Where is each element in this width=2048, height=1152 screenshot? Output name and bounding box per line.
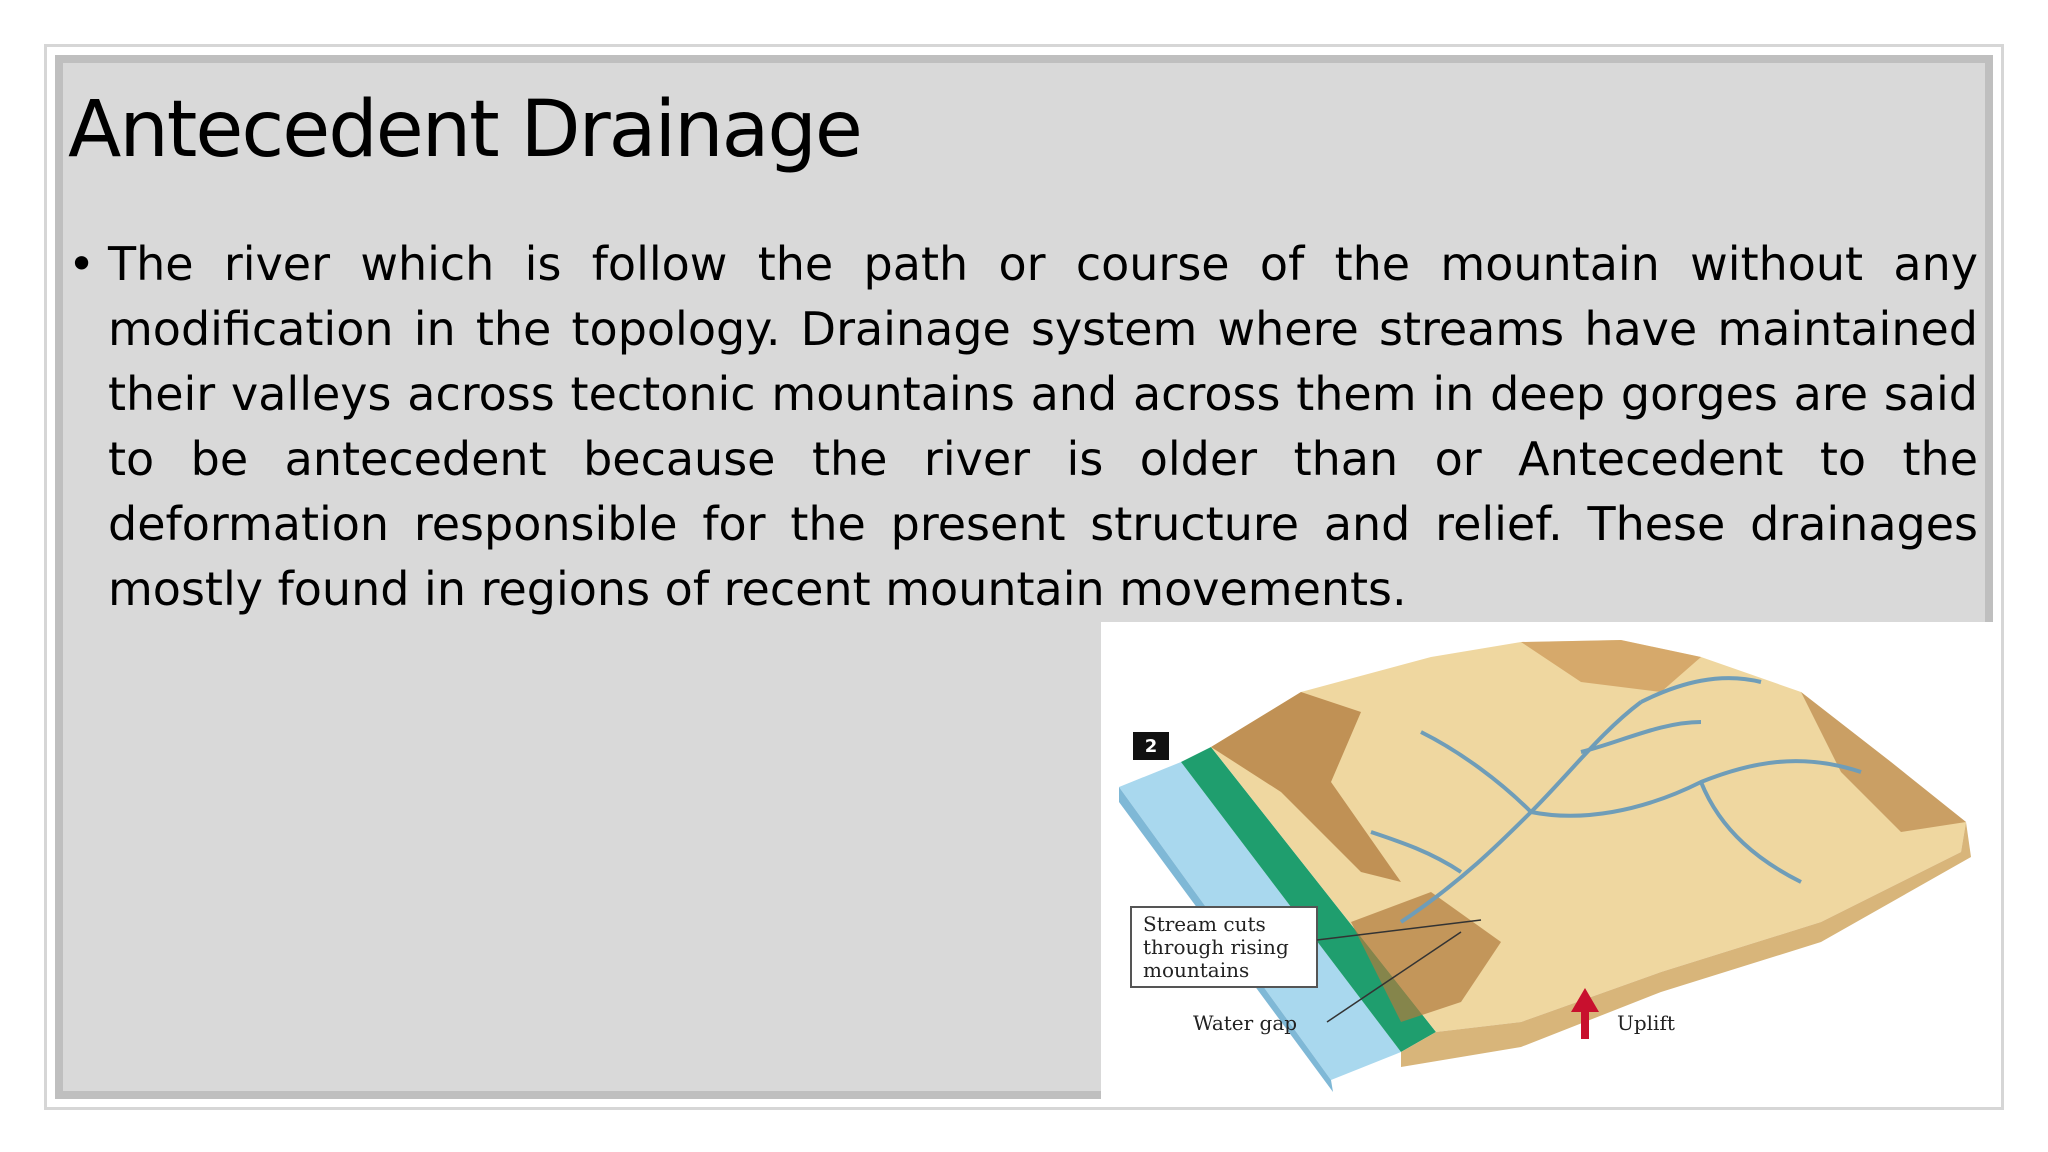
slide-title: Antecedent Drainage (68, 85, 861, 175)
block-diagram-illustration (1101, 622, 1996, 1099)
uplift-label: Uplift (1617, 1011, 1675, 1035)
water-gap-label: Water gap (1193, 1011, 1298, 1035)
panel-number: 2 (1144, 736, 1158, 757)
callout-line-1: Stream cuts (1143, 912, 1266, 936)
bullet-text: The river which is follow the path or course of the mountain without any modification in the topology. Drainage system where streams have maintained their valleys across tectonic mountains and across them in deep gorges are said to be antecedent because the river is older than or Antecedent to the deformation responsible for the present structure and relief. These drainages mostly found in regions of recent mountain movements. (108, 237, 1978, 616)
antecedent-drainage-diagram (1101, 622, 1996, 1099)
callout-line-2: through rising (1143, 935, 1289, 959)
callout-line-3: mountains (1143, 958, 1250, 982)
bullet-marker: • (68, 237, 96, 291)
